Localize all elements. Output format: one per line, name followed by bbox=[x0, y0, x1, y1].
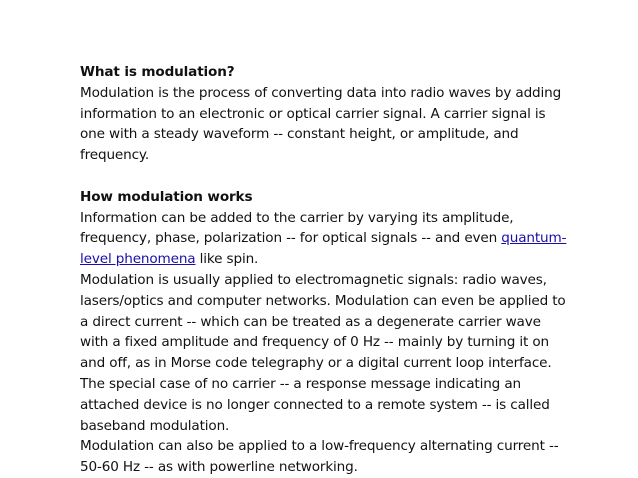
slide-content bbox=[80, 62, 570, 478]
paragraph-low-frequency-ac: Modulation can also be applied to a low-frequency alternating current -- 50-60 Hz -- as with powerline networking. bbox=[80, 438, 559, 476]
paragraph-text-before-link: Information can be added to the carrier by varying its amplitude, frequency, phase, polarization -- for optical signals -- and even bbox=[80, 209, 514, 247]
section-heading-what-is-modulation: What is modulation? bbox=[80, 64, 235, 80]
paragraph-information-carrier bbox=[80, 208, 570, 270]
paragraph-spacer bbox=[80, 166, 570, 187]
quantum-level-phenomena-link[interactable]: quantum-level phenomena bbox=[80, 230, 567, 268]
paragraph-electromagnetic-signals: Modulation is usually applied to electromagnetic signals: radio waves, lasers/optics and computer networks. Modulation can even be applied to a direct current -- which can be treated as a degenerate carrier wave with a fixed amplitude and frequency of 0 Hz -- mainly by turning it on and off, as in Morse code telegraphy or a digital current loop interface. The special case of no carrier -- a response message indicating an attached device is no longer connected to a remote system -- is called baseband modulation. bbox=[80, 271, 566, 434]
section-body-what-is-modulation: Modulation is the process of converting data into radio waves by adding information to an electronic or optical carrier signal. A carrier signal is one with a steady waveform -- constant height, or amplitude, and frequency. bbox=[80, 84, 562, 164]
section-heading-how-modulation-works: How modulation works bbox=[80, 188, 253, 205]
paragraph-text-after-link: like spin. bbox=[195, 251, 259, 268]
